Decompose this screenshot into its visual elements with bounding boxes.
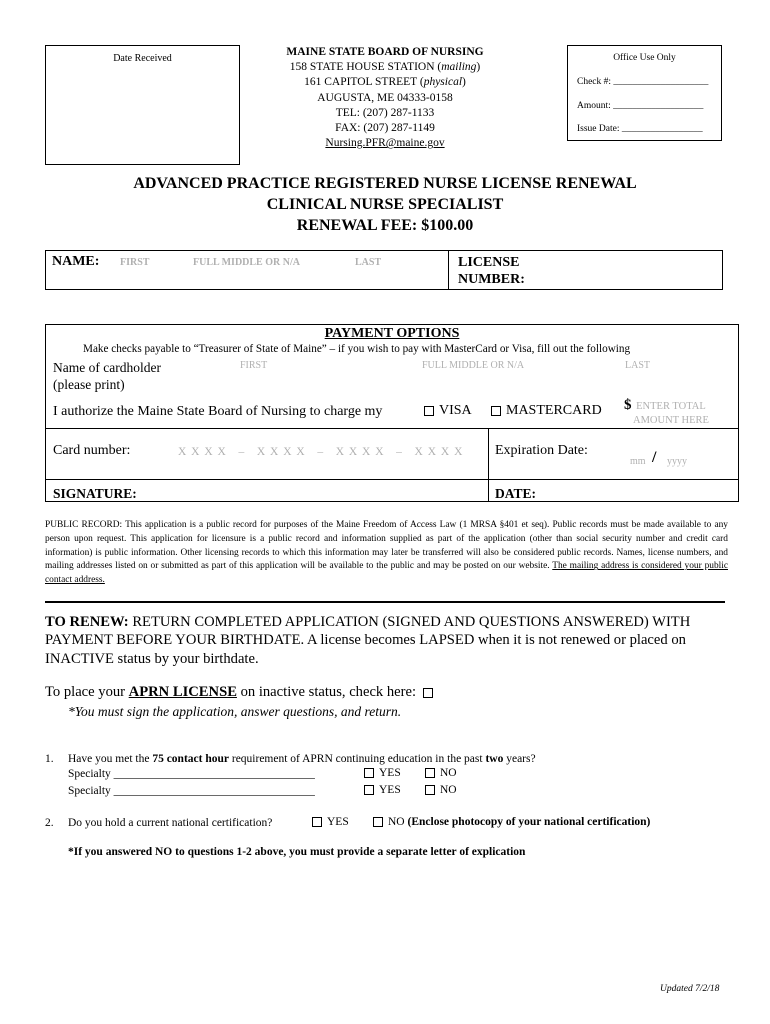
visa-label: VISA [439,403,472,418]
physical-address: 161 CAPITOL STREET (physical) [304,76,466,89]
specialty-1-yes[interactable]: YES [364,767,401,779]
question-2-no[interactable]: NO (Enclose photocopy of your national certification) [373,816,650,828]
specialty-1-no-checkbox[interactable] [425,768,435,778]
specialty-2-yes[interactable]: YES [364,784,401,796]
name-label: NAME: [52,254,100,269]
question-2-number: 2. [45,817,54,829]
signature-input[interactable] [160,482,480,500]
inactive-status-line: To place your APRN LICENSE on inactive status, check here: [45,684,438,701]
office-use-box [567,45,722,141]
renew-instructions: TO RENEW: RETURN COMPLETED APPLICATION (SIGNED AND QUESTIONS ANSWERED) WITH PAYMENT BEFORE YOUR BIRTHDATE. A license becomes LAPSED when it is not renewed or placed on INACTIVE status by your birthdate. [45,614,691,667]
authorize-text: I authorize the Maine State Board of Nursing to charge my [53,404,383,419]
license-number-input[interactable] [540,266,715,286]
mastercard-option[interactable] [491,403,602,419]
question-1: 1. Have you met the 75 contact hour requirement of APRN continuing education in the past two years? [45,753,536,765]
card-number-input[interactable]: X X X X – X X X X – X X X X – X X X X [178,446,464,458]
cardholder-last-input[interactable]: LAST [625,360,650,371]
section-divider [45,601,725,603]
middle-name-input[interactable]: FULL MIDDLE OR N/A [193,257,300,268]
signature-label: SIGNATURE: [53,486,137,501]
payment-heading: PAYMENT OPTIONS [324,326,460,341]
office-use-title: Office Use Only [613,53,676,63]
mastercard-label: MASTERCARD [506,403,602,418]
city-line: AUGUSTA, ME 04333-0158 [317,91,453,104]
specialty-field-2[interactable]: Specialty ___________________________________ [68,785,315,797]
check-number-field: Check #: ____________________ [577,77,709,87]
specialty-1-yes-checkbox[interactable] [364,768,374,778]
first-name-input[interactable]: FIRST [120,257,150,268]
issue-date-field: Issue Date: _________________ [577,124,703,134]
question-2-yes-checkbox[interactable] [312,817,322,827]
public-record-notice: PUBLIC RECORD: This application is a public record for purposes of the Maine Freedom of Access Law (1 MRSA §401 et seq). Public records must be made available to any person upon request. This application for licensure is a public record and information supplied as part of the application (other than social security number and credit card information) is public information. Other licensing records to which this information may later be transferred will also be considered public records. Names, license numbers, and mailing addresses listed on or submitted as part of this application will be available to the public and may be posted on our website. The mailing address is considered your public contact address. [45,520,728,586]
specialty-field-1[interactable]: Specialty ___________________________________ [68,768,315,780]
fax: FAX: (207) 287-1149 [335,122,435,135]
payment-instructions: Make checks payable to “Treasurer of State of Maine” – if you wish to pay with MasterCard or Visa, fill out the following [83,343,631,355]
form-title [0,173,770,236]
telephone: TEL: (207) 287-1133 [335,106,435,119]
title-line1: ADVANCED PRACTICE REGISTERED NURSE LICENSE RENEWAL [133,175,637,192]
date-received-box[interactable] [45,45,240,165]
inactive-note: *You must sign the application, answer questions, and return. [68,704,402,719]
exp-year-input[interactable]: yyyy [667,456,687,467]
signature-row-divider [45,479,739,480]
footnote: *If you answered NO to questions 1-2 above, you must provide a separate letter of explication [68,846,526,858]
date-input[interactable] [545,482,730,500]
mastercard-checkbox[interactable] [491,406,501,416]
license-number-label: LICENSE NUMBER: [458,255,525,287]
card-number-label: Card number: [53,443,131,458]
question-2-no-checkbox[interactable] [373,817,383,827]
question-2-yes[interactable]: YES [312,816,349,828]
total-amount-input[interactable]: ENTER TOTAL AMOUNT HERE [633,401,709,426]
board-name: MAINE STATE BOARD OF NURSING [286,46,484,58]
specialty-2-no[interactable]: NO [425,784,457,796]
card-row-vdivider [488,428,489,502]
name-license-divider [448,250,449,290]
date-label: DATE: [495,486,537,501]
dollar-sign: $ [624,397,632,413]
visa-checkbox[interactable] [424,406,434,416]
cardholder-label: Name of cardholder (please print) [53,360,161,392]
amount-field: Amount: ___________________ [577,101,704,111]
exp-slash: / [652,449,657,466]
question-2-text: Do you hold a current national certification? [68,817,273,829]
question-2-note: (Enclose photocopy of your national certification) [407,816,651,828]
board-address [255,45,515,151]
date-received-label: Date Received [113,53,172,64]
specialty-1-no[interactable]: NO [425,767,457,779]
exp-month-input[interactable]: mm [630,456,646,467]
visa-option[interactable] [424,403,472,419]
specialty-2-no-checkbox[interactable] [425,785,435,795]
title-line2: CLINICAL NURSE SPECIALIST [266,196,504,213]
cardholder-middle-input[interactable]: FULL MIDDLE OR N/A [422,360,525,371]
mailing-address: 158 STATE HOUSE STATION (mailing) [289,61,481,74]
title-line3: RENEWAL FEE: $100.00 [296,217,474,234]
cardholder-first-input[interactable]: FIRST [240,360,268,371]
updated-date: Updated 7/2/18 [660,984,720,994]
card-row-top-divider [45,428,739,429]
email-link[interactable]: Nursing.PFR@maine.gov [325,137,445,150]
inactive-checkbox[interactable] [423,688,433,698]
last-name-input[interactable]: LAST [355,257,382,268]
expiration-label: Expiration Date: [495,443,588,458]
specialty-2-yes-checkbox[interactable] [364,785,374,795]
